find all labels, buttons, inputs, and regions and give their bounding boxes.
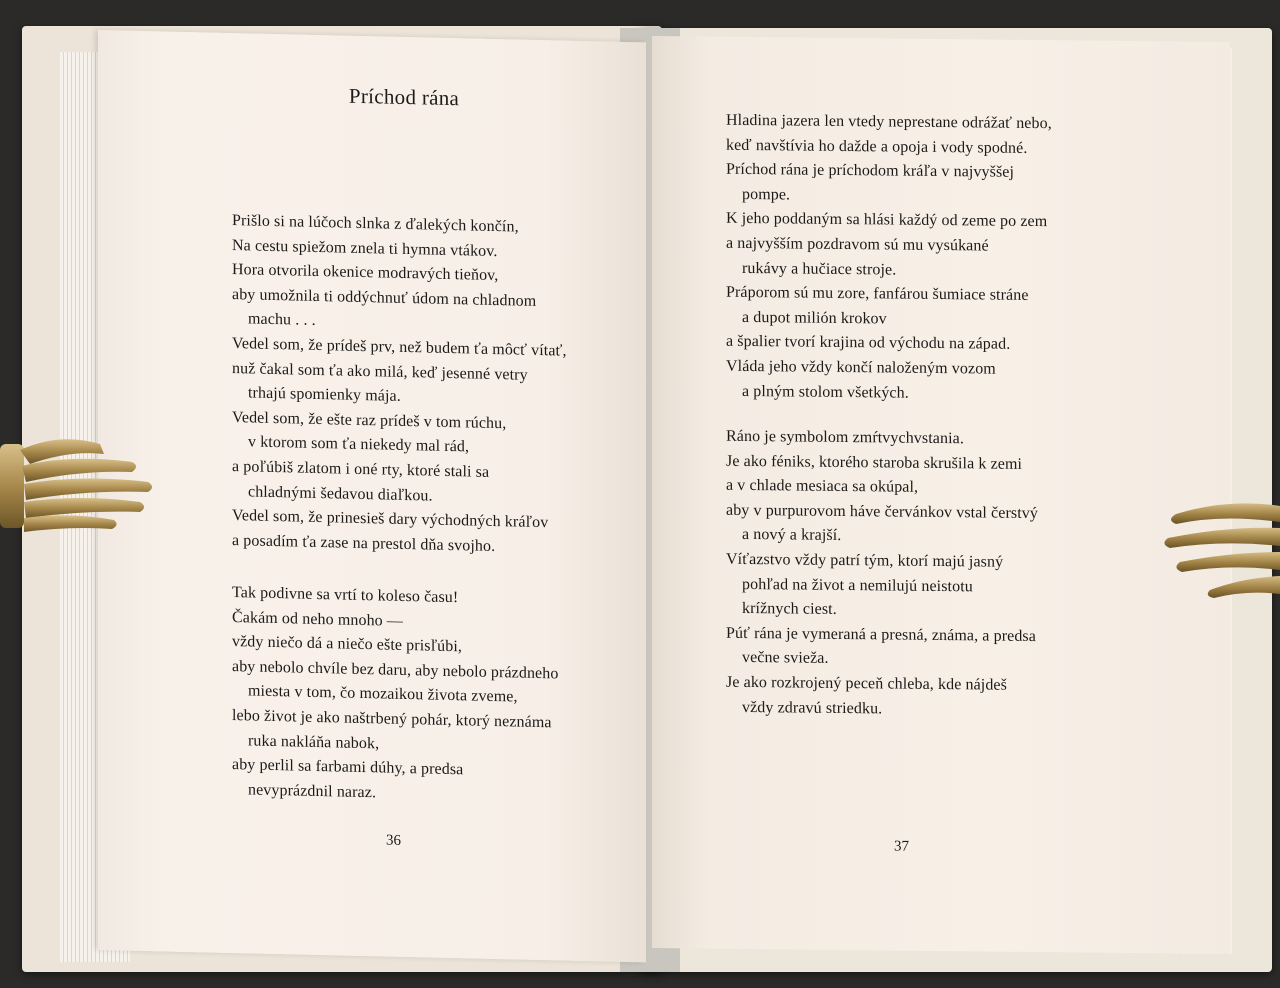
poem-line: Tak podivne sa vrtí to koleso času!	[232, 584, 459, 607]
poem-line: pohľad na život a nemilujú neistotu	[742, 575, 973, 595]
poem-title: Príchod rána	[348, 83, 460, 111]
poem-line: nuž čakal som ťa ako milá, keď jesenné vetry	[232, 359, 528, 384]
poem-line: aby perlil sa farbami dúhy, a predsa	[232, 756, 464, 779]
poem-line: Vedel som, že prídeš prv, než budem ťa môcť vítať,	[232, 335, 567, 360]
poem-line: Na cestu spiežom znela ti hymna vtákov.	[232, 236, 498, 260]
poem-line: Víťazstvo vždy patrí tým, ktorí majú jasný	[726, 550, 1004, 571]
poem-line: aby v purpurovom háve červánkov vstal čerstvý	[726, 501, 1038, 522]
poem-line: Príchod rána je príchodom kráľa v najvyššej	[726, 160, 1015, 181]
poem-line: pompe.	[742, 185, 791, 204]
poem-line: a plným stolom všetkých.	[742, 382, 909, 402]
right-stanza-1	[726, 109, 1052, 408]
poem-line: Vedel som, že ešte raz prídeš v tom rúchu,	[232, 408, 507, 433]
poem-line: Vedel som, že prinesieš dary východných kráľov	[232, 507, 549, 532]
poem-line: Prišlo si na lúčoch slnka z ďalekých končín,	[232, 212, 519, 236]
brass-hand-left-icon	[0, 432, 160, 542]
poem-line: v ktorom som ťa niekedy mal rád,	[248, 433, 470, 456]
page-number-left: 36	[386, 832, 401, 849]
poem-line: Púť rána je vymeraná a presná, známa, a predsa	[726, 624, 1036, 645]
poem-line: rukávy a hučiace stroje.	[742, 259, 897, 279]
poem-line: nevyprázdnil naraz.	[248, 781, 377, 802]
poem-line: K jeho poddaným sa hlási každý od zeme po zem	[726, 210, 1048, 231]
brass-hand-right-icon	[1158, 498, 1280, 608]
poem-line: lebo život je ako naštrbený pohár, ktorý neznáma	[232, 707, 552, 732]
poem-line: chladnými šedavou diaľkou.	[248, 482, 433, 505]
poem-line: a najvyšším pozdravom sú mu vysúkané	[726, 234, 989, 255]
poem-line: aby nebolo chvíle bez daru, aby nebolo prázdneho	[232, 657, 559, 683]
poem-line: Práporom sú mu zore, fanfárou šumiace stráne	[726, 283, 1029, 305]
poem-line: krížnych ciest.	[742, 600, 837, 619]
poem-line: večne svieža.	[742, 649, 829, 668]
poem-line: a nový a krajší.	[742, 526, 842, 545]
poem-line: Vláda jeho vždy končí naloženým vozom	[726, 357, 996, 378]
poem-line: Ráno je symbolom zmŕtvychvstania.	[726, 427, 964, 448]
poem-line: ruka nakláňa nabok,	[248, 731, 380, 752]
poem-line: Je ako féniks, ktorého staroba skrušila k zemi	[726, 452, 1023, 473]
left-page	[98, 30, 646, 962]
poem-line: Je ako rozkrojený peceň chleba, kde nájdeš	[726, 673, 1007, 694]
poem-line: Hladina jazera len vtedy neprestane odrážať nebo,	[726, 111, 1052, 133]
poem-line: vždy niečo dá a niečo ešte prisľúbi,	[232, 633, 463, 656]
poem-line: miesta v tom, čo mozaikou života zveme,	[248, 682, 518, 706]
left-stanza-2	[232, 581, 558, 810]
poem-line: aby umožnila ti oddýchnuť údom na chladnom	[232, 285, 537, 310]
poem-line: machu . . .	[248, 310, 316, 330]
right-stanza-2	[726, 425, 1038, 723]
poem-line: keď navštívia ho dažde a opoja i vody spodné.	[726, 136, 1028, 157]
left-stanza-1	[232, 209, 567, 561]
poem-line: a špalier tvorí krajina od východu na západ.	[726, 333, 1011, 354]
poem-line: Hora otvorila okenice modravých tieňov,	[232, 261, 499, 285]
poem-line: Čakám od neho mnoho —	[232, 608, 403, 630]
poem-line: vždy zdravú striedku.	[742, 698, 883, 717]
poem-line: trhajú spomienky mája.	[248, 384, 401, 406]
poem-line: a dupot milión krokov	[742, 308, 887, 328]
page-number-right: 37	[894, 838, 909, 855]
poem-line: a posadím ťa zase na prestol dňa svojho.	[232, 531, 496, 555]
poem-line: a poľúbiš zlatom i oné rty, ktoré stali sa	[232, 457, 490, 481]
right-page	[652, 36, 1230, 954]
poem-line: a v chlade mesiaca sa okúpal,	[726, 476, 919, 496]
